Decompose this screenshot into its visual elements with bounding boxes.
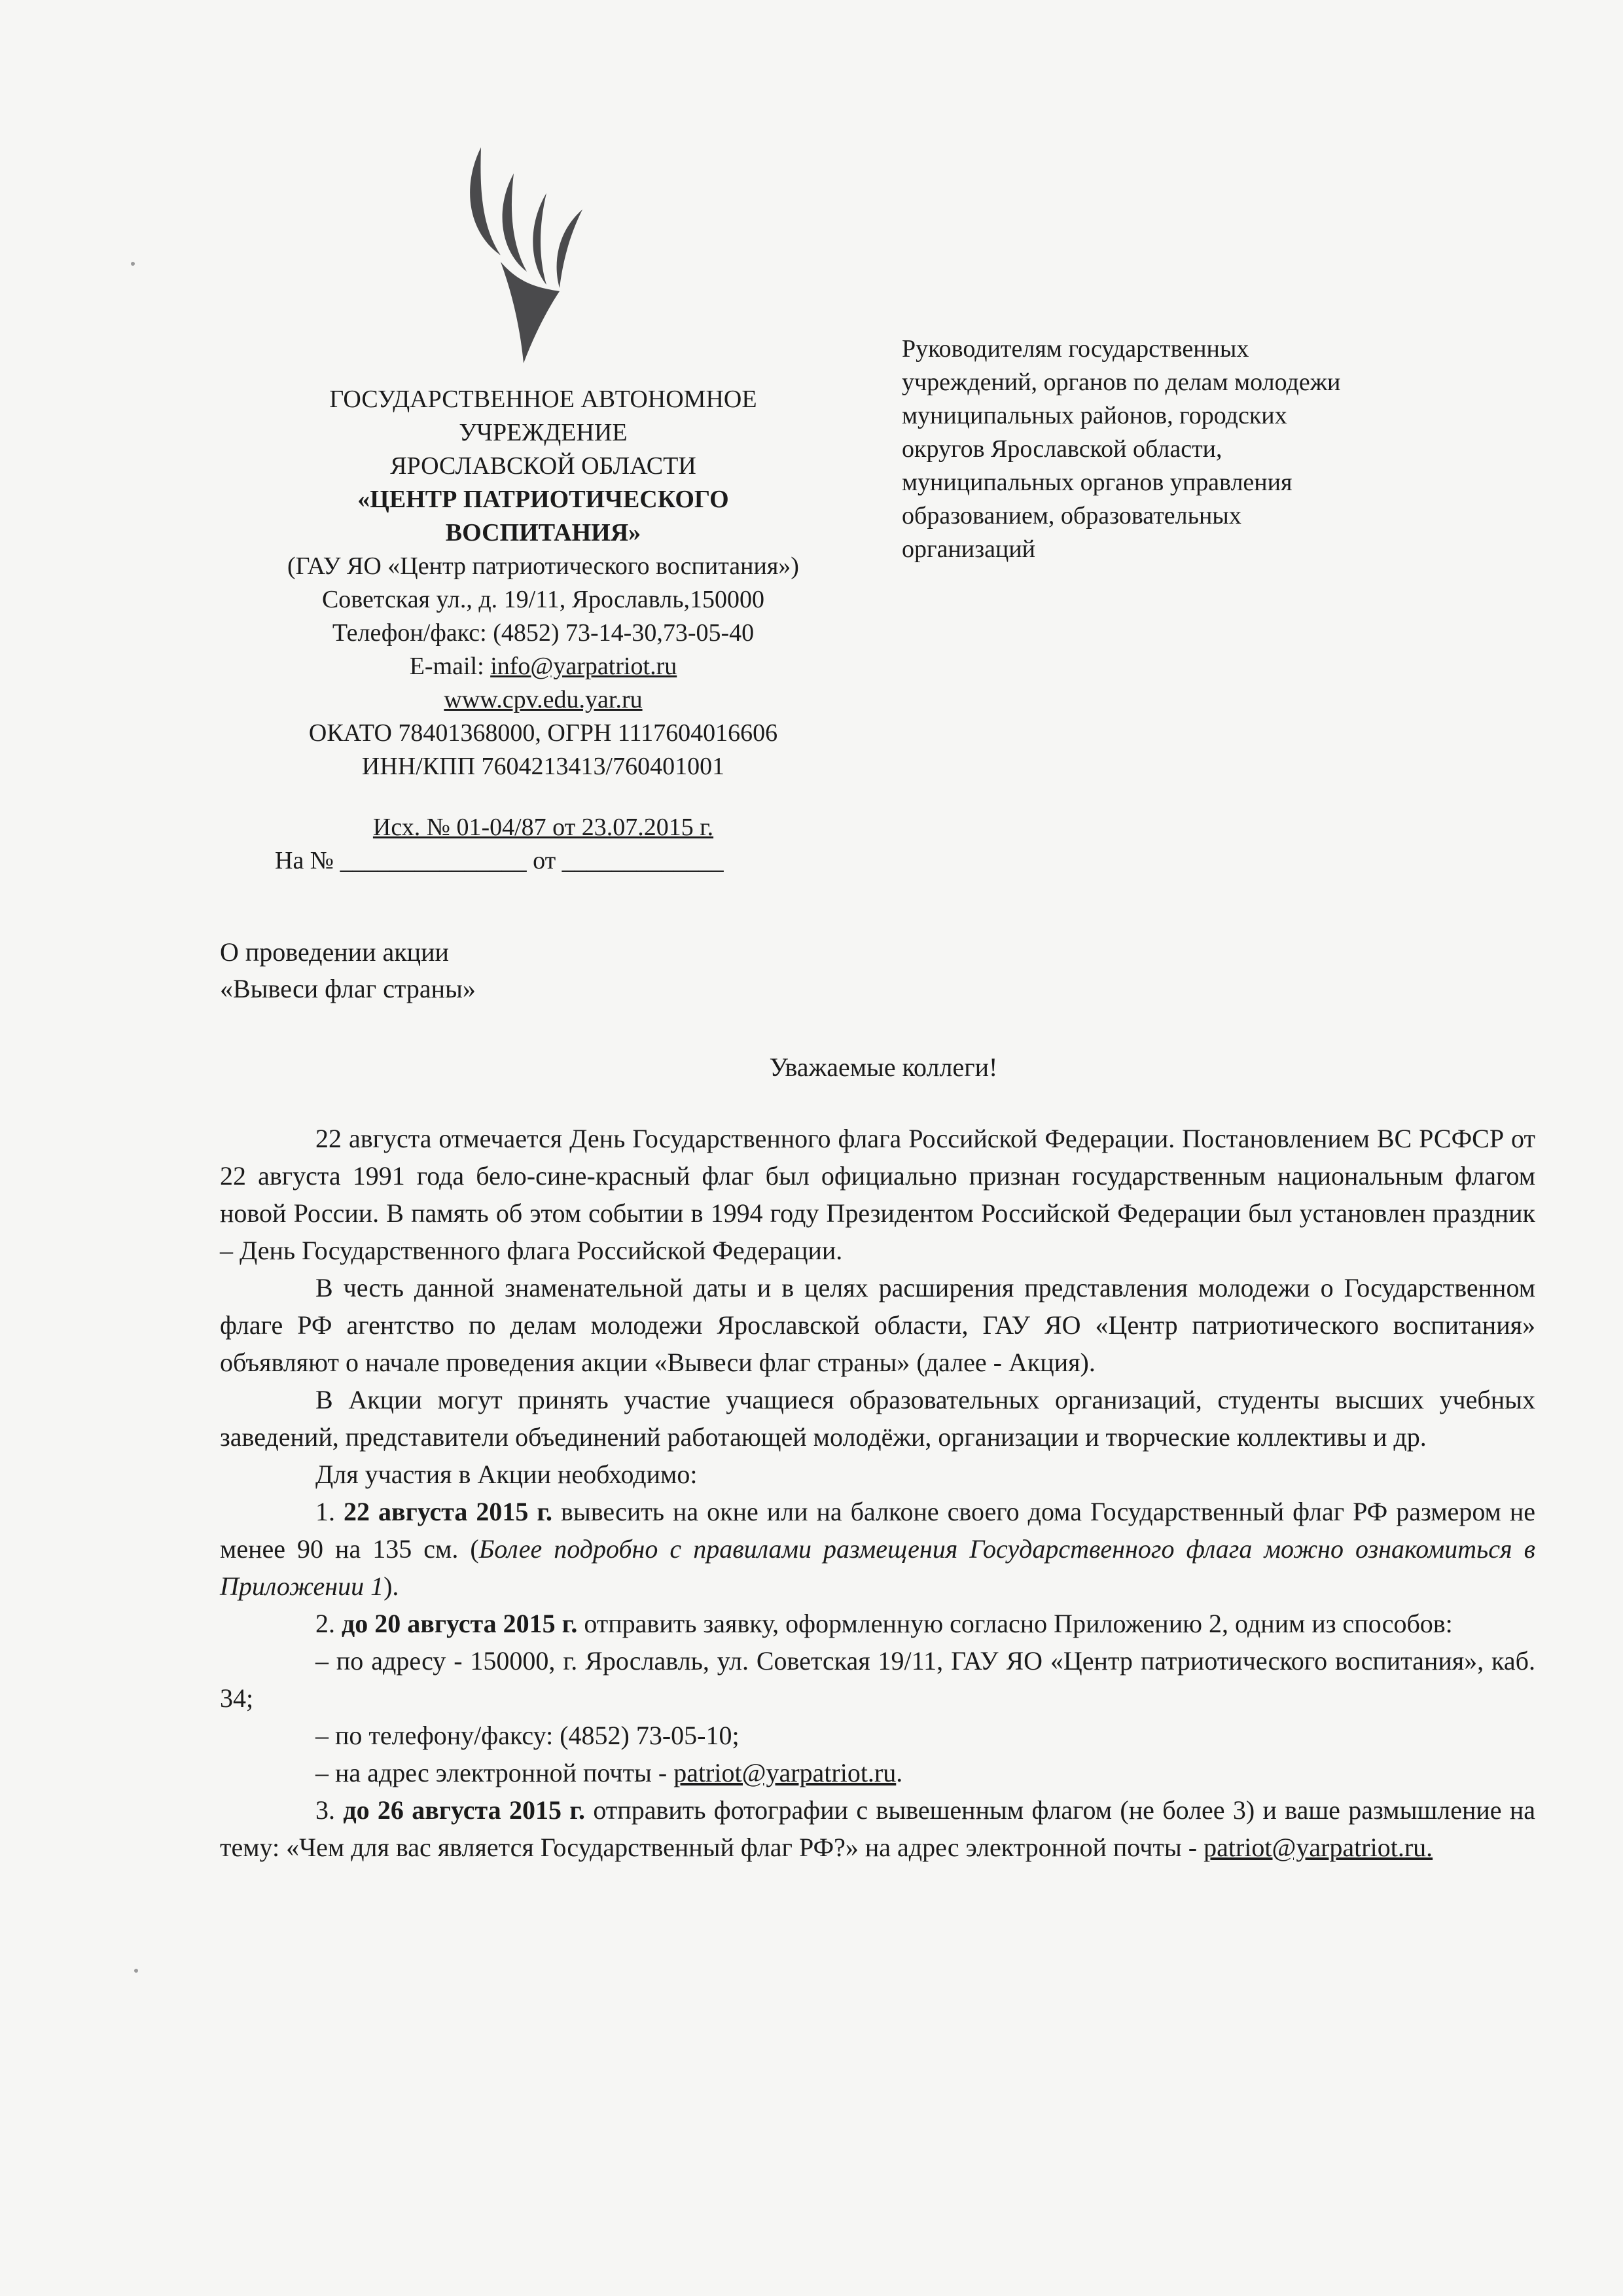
addressee-line-6: образованием, образовательных	[902, 502, 1241, 529]
scan-speck	[131, 262, 135, 266]
list-item-3	[220, 1791, 1535, 1866]
item-text: отправить заявку, оформленную согласно Приложению 2, одним из способов:	[577, 1609, 1453, 1638]
addressee-line-1: Руководителям государственных	[902, 335, 1249, 363]
org-address: Советская ул., д. 19/11, Ярославль,150000	[321, 586, 765, 613]
item-text: отправить фотографии с вывешенным флагом (не более 3) и ваше размышление на тему: «Чем для вас является Государственный флаг РФ?» на адрес электронной почты -	[220, 1795, 1536, 1862]
item-number: 1.	[315, 1497, 344, 1526]
org-inn-kpp: ИНН/КПП 7604213413/760401001	[361, 753, 725, 780]
subject-line-1: О проведении акции	[220, 937, 449, 967]
item-date: до 20 августа 2015 г.	[342, 1609, 578, 1638]
dash-item-email	[220, 1754, 1535, 1791]
outgoing-reference: Исх. № 01-04/87 от 23.07.2015 г.	[372, 814, 714, 841]
item-number: 3.	[315, 1795, 344, 1825]
org-phone: Телефон/факс: (4852) 73-14-30,73-05-40	[332, 619, 755, 647]
incoming-reference: На № _______________ от _____________	[275, 847, 724, 874]
item-note: Более подробно с правилами размещения Государственного флага можно ознакомиться в Приложении 1	[220, 1534, 1535, 1601]
item-text: вывесить на окне или на балконе своего дома Государственный флаг РФ размером не менее 90 на 135 см. (	[220, 1497, 1536, 1564]
org-okato-ogrn: ОКАТО 78401368000, ОГРН 1117604016606	[308, 719, 778, 747]
dash-email-end: .	[896, 1758, 903, 1787]
org-name-line-2: ВОСПИТАНИЯ»	[445, 519, 641, 547]
organization-logo	[455, 147, 586, 363]
item-date: до 26 августа 2015 г.	[343, 1795, 585, 1825]
item-number: 2.	[315, 1609, 342, 1638]
org-short-name: (ГАУ ЯО «Центр патриотического воспитания»)	[287, 552, 799, 580]
org-website-link[interactable]: www.cpv.edu.yar.ru	[444, 686, 643, 713]
org-name-line-1: «ЦЕНТР ПАТРИОТИЧЕСКОГО	[357, 486, 729, 513]
org-email-label: E-mail:	[409, 653, 491, 680]
org-line-1: ГОСУДАРСТВЕННОЕ АВТОНОМНОЕ	[329, 386, 757, 413]
subject-line-2: «Вывеси флаг страны»	[220, 974, 476, 1003]
greeting: Уважаемые коллеги!	[769, 1052, 998, 1082]
org-line-2: УЧРЕЖДЕНИЕ	[459, 419, 628, 446]
addressee-line-7: организаций	[902, 535, 1036, 563]
letter-subject	[220, 934, 809, 1007]
list-item-2	[220, 1605, 1535, 1642]
body-paragraph-3: В Акции могут принять участие учащиеся образовательных организаций, студенты высших учебных заведений, представители объединений работающей молодёжи, организации и творческие коллективы и др.	[220, 1385, 1535, 1452]
item-date: 22 августа 2015 г.	[343, 1497, 553, 1526]
scan-speck	[134, 1969, 138, 1973]
item-end: ).	[383, 1571, 399, 1601]
dash-item-phone: – по телефону/факсу: (4852) 73-05-10;	[315, 1721, 740, 1750]
letter-body	[220, 1120, 1535, 1866]
list-item-1	[220, 1493, 1535, 1605]
addressee-line-2: учреждений, органов по делам молодежи	[902, 368, 1341, 396]
org-email-link[interactable]: info@yarpatriot.ru	[490, 653, 677, 680]
body-paragraph-1: 22 августа отмечается День Государственного флага Российской Федерации. Постановлением ВС РСФСР от 22 августа 1991 года бело-сине-красный флаг был официально признан государственным национальным флагом новой России. В память об этом событии в 1994 году Президентом Российской Федерации был установлен праздник – День Государственного флага Российской Федерации.	[220, 1124, 1535, 1265]
addressee-line-5: муниципальных органов управления	[902, 469, 1293, 496]
org-email-line	[216, 650, 870, 683]
org-line-3: ЯРОСЛАВСКОЙ ОБЛАСТИ	[390, 452, 696, 480]
item-email-link[interactable]: patriot@yarpatriot.ru.	[1204, 1833, 1433, 1862]
addressee-block	[902, 332, 1465, 566]
dash-email-link[interactable]: patriot@yarpatriot.ru	[673, 1758, 897, 1787]
body-paragraph-2: В честь данной знаменательной даты и в целях расширения представления молодежи о Государственном флаге РФ агентство по делам молодежи Ярославской области, ГАУ ЯО «Центр патриотического воспитания» объявляют о начале проведения акции «Вывеси флаг страны» (далее - Акция).	[220, 1273, 1535, 1377]
addressee-line-3: муниципальных районов, городских	[902, 402, 1287, 429]
addressee-line-4: округов Ярославской области,	[902, 435, 1222, 463]
dash-item-address: – по адресу - 150000, г. Ярославль, ул. Советская 19/11, ГАУ ЯО «Центр патриотического воспитания», каб. 34;	[220, 1646, 1535, 1713]
body-paragraph-4: Для участия в Акции необходимо:	[315, 1460, 698, 1489]
dash-email-text: – на адрес электронной почты -	[315, 1758, 674, 1787]
organization-header	[216, 383, 870, 878]
